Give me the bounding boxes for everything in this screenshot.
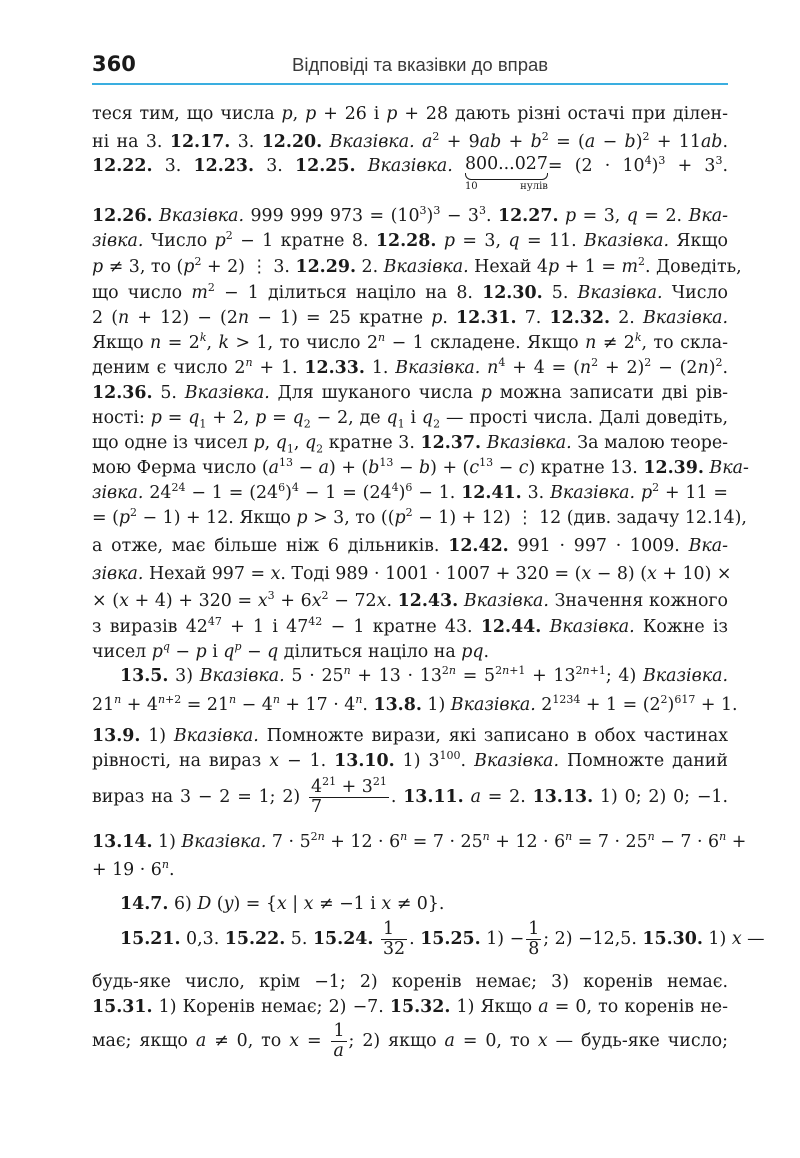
text-line: а отже, має більше ніж 6 дільників. 12.42. 991 · 997 · 1009. Вка-: [92, 536, 728, 556]
text-line: p ≠ 3, то $(p^2 + 2)$ ⋮ 3. 12.29. 2. Вказівка. Нехай $4p + 1 = m^2$. Доведіть,: [92, 255, 742, 277]
text-line: деним є число $2^n + 1$. 12.33. 1. Вказівка. $n^4 + 4 = (n^2 + 2)^2 - (2n)^2$.: [92, 356, 729, 378]
text-line: Якщо $n = 2^k$, k > 1, то число $2^n - 1$ складене. Якщо $n \ne 2^k$, то скла-: [92, 331, 728, 353]
header-rule: [92, 83, 728, 85]
text-line: 2 (n + 12) − (2n − 1) = 25 кратне p. 12.31. 7. 12.32. 2. Вказівка.: [92, 308, 728, 328]
text-line: будь-яке число, крім −1; 2) коренів немає; 3) коренів немає.: [92, 972, 728, 992]
text-line: теся тим, що числа p, p + 26 і p + 28 дають різні остачі при ділен-: [92, 104, 728, 124]
text-line: рівності, на вираз x − 1. 13.10. 1) $3^{100}$. Вказівка. Помножте даний: [92, 749, 728, 771]
fraction: $\frac{1}{a}$: [333, 1021, 345, 1062]
text-line: 12.26. Вказівка. 999 999 $973 = (10^3)^3 - 3^3$. 12.27. p = 3, q = 2. Вка-: [92, 204, 729, 226]
text-line: × $(x + 4) + 320 = x^3 + 6x^2 - 72x$. 12.43. Вказівка. Значення кожного: [92, 589, 728, 611]
text-line: зівка. Число $p^2 - 1$ кратне 8. 12.28. p = 3, q = 11. Вказівка. Якщо: [92, 229, 728, 251]
text-line: зівка. Нехай 997 = x. Тоді 989 · 1001 · 1007 + 320 = (x − 8) (x + 10) ×: [92, 564, 732, 584]
fraction: $\frac{4^{21} + 3^{21}}{7}$: [311, 775, 387, 818]
text-line: = $(p^2 - 1) + 12$. Якщо p > 3, то $((p^2 - 1) + 12)$ ⋮ 12 (див. задачу 12.14),: [92, 506, 747, 528]
text-line: 14.7. 6) D (y) = {x | x ≠ −1 і x ≠ 0}.: [120, 894, 445, 914]
text-line: 15.31. 1) Коренів немає; 2) −7. 15.32. 1) Якщо a = 0, то коренів не-: [92, 997, 728, 1017]
fraction: $\frac{1}{8}$: [528, 919, 540, 960]
text-line: + $19 \cdot 6^n$.: [92, 858, 175, 880]
text-line: 13.9. 1) Вказівка. Помножте вирази, які записано в обох частинах: [92, 726, 729, 746]
page-number: 360: [92, 52, 136, 76]
text-line: що число $m^2 - 1$ ділиться націло на 8. 12.30. 5. Вказівка. Число: [92, 281, 728, 303]
text-line: ні на 3. 12.17. 3. 12.20. Вказівка. $a^2 + 9ab + b^2 = (a - b)^2 + 11ab$.: [92, 130, 728, 152]
text-line: з виразів $42^{47} + 1$ і $47^{42} - 1$ кратне 43. 12.44. Вказівка. Кожне із: [92, 615, 729, 637]
running-title: Відповіді та вказівки до вправ: [292, 54, 549, 75]
fraction: $\frac{1}{32}$: [382, 919, 406, 960]
text-line: 13.5. 3) Вказівка. $5 \cdot 25^n + 13 \cdot 13^{2n} = 5^{2n+1} + 13^{2n+1}$; 4) Вказівка.: [120, 664, 728, 686]
text-line: мою Ферма число $(a^{13} - a) + (b^{13} - b) + (c^{13} - c)$ кратне 13. 12.39. Вка-: [92, 456, 749, 478]
text-line: 12.22. 3. 12.23. 3. 12.25. Вказівка. 800...027 10 нулів = $(2 \cdot 10^4)^3 + 3^3$.: [92, 154, 728, 193]
text-line: 15.21. 0,3. 15.22. 5. 15.24. $\frac{1}{32}$ . 15.25. 1) − $\frac{1}{8}$ ; 2) −12,5. 15.30. 1) x —: [120, 919, 765, 960]
page-header: [92, 50, 728, 84]
text-line: вираз на 3 − 2 = 1; 2) $\frac{4^{21} + 3^{21}}{7}$ . 13.11. a = 2. 13.13. 1) 0; 2) 0; −1.: [92, 775, 729, 818]
text-line: має; якщо a ≠ 0, то x = $\frac{1}{a}$ ; 2) якщо a = 0, то x — будь-яке число;: [92, 1021, 728, 1062]
text-line: що одне із чисел p, $q_1$, $q_2$ кратне 3. 12.37. Вказівка. За малою теоре-: [92, 433, 728, 456]
text-line: 12.36. 5. Вказівка. Для шуканого числа p можна записати дві рів-: [92, 383, 729, 403]
text-line: зівка. $24^{24} - 1 = (24^6)^4 - 1 = (24^4)^6 - 1$. 12.41. 3. Вказівка. $p^2 + 11$ =: [92, 481, 728, 503]
underbrace: 800...027 10 нулів: [464, 154, 548, 193]
text-line: ності: $p = q_1 + 2$, $p = q_2 - 2$, де $q_1$ і $q_2$ — прості числа. Далі доведіть,: [92, 408, 728, 431]
text-line: чисел $p^q - p$ і $q^p - q$ ділиться націло на pq.: [92, 640, 490, 662]
text-line: $21^n + 4^{n+2} = 21^n - 4^n + 17 \cdot 4^n$. 13.8. 1) Вказівка. $2^{1234} + 1 = (2^2)^{617} + 1$.: [92, 693, 738, 715]
text-line: 13.14. 1) Вказівка. $7 \cdot 5^{2n} + 12 \cdot 6^n = 7 \cdot 25^n + 12 \cdot 6^n = 7 \cdot 25^n - 7 \cdot 6^n$ +: [92, 830, 747, 852]
